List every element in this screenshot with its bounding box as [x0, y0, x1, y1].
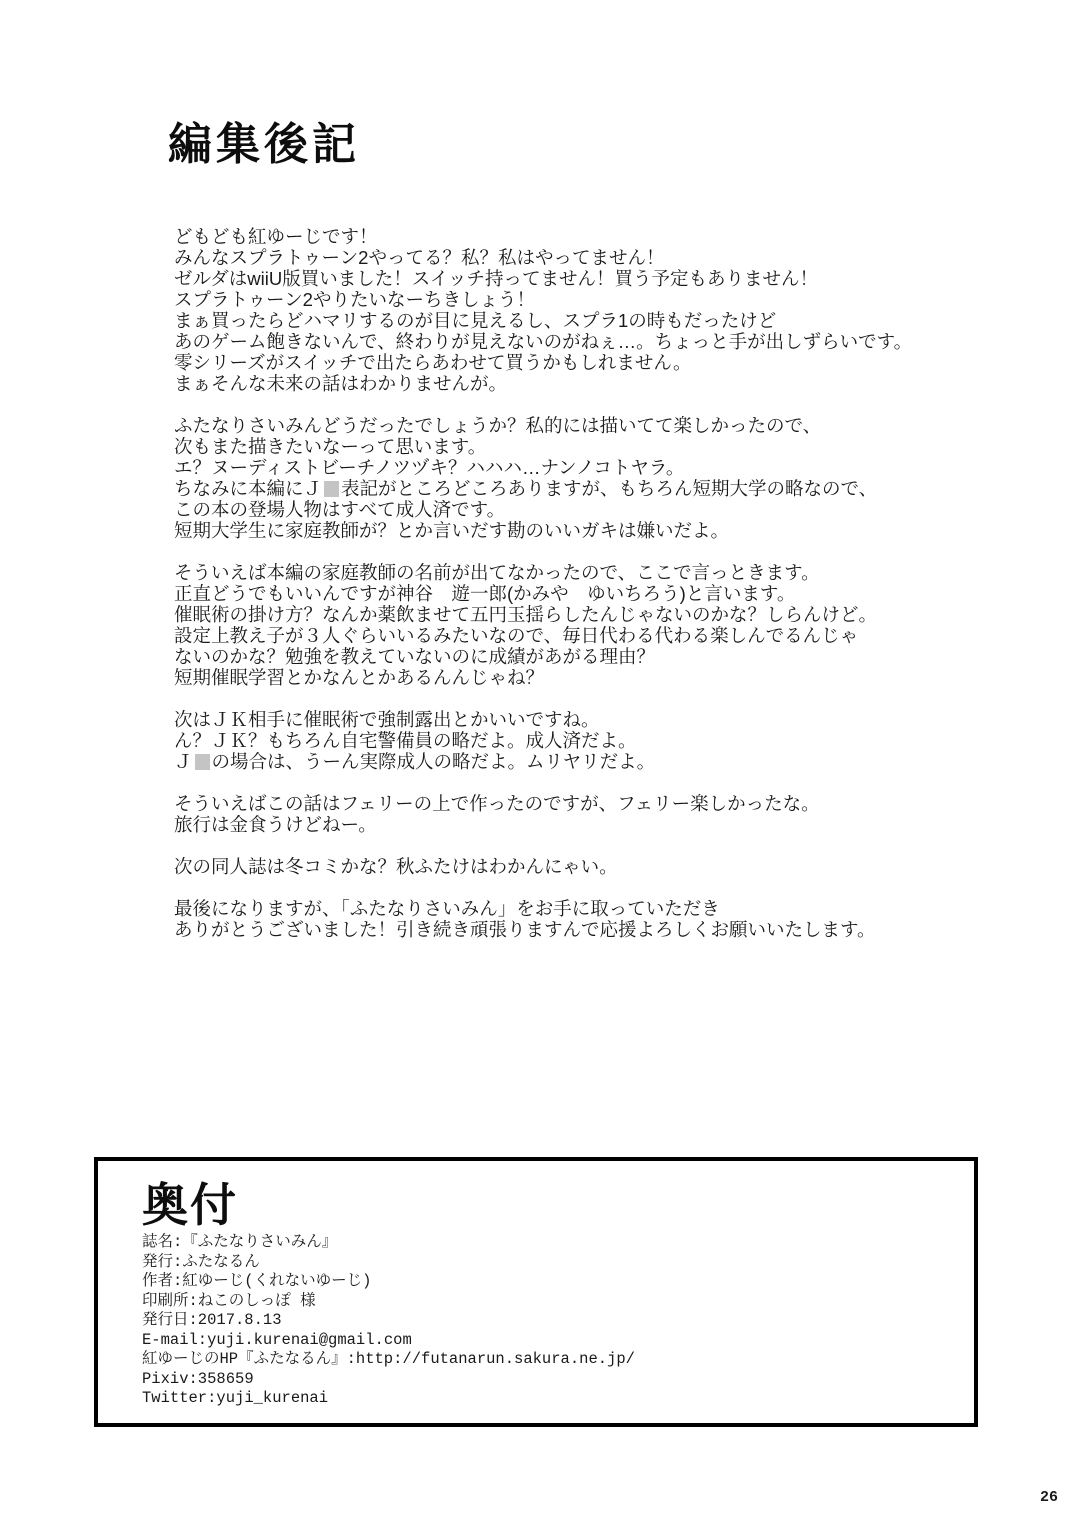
colophon-line: Pixiv:358659 [142, 1369, 254, 1388]
paragraph [174, 856, 1004, 877]
colophon-lines [142, 1233, 635, 1409]
text-line: 次の同人誌は冬コミかな？秋ふたけはわかんにゃい。 [174, 856, 618, 877]
text-segment: ちなみに本編にＪ [174, 478, 323, 499]
text-line: 催眠術の掛け方？なんか薬飲ませて五円玉揺らしたんじゃないのかな？しらんけど。 [174, 604, 878, 625]
text-line: ん？ＪＫ？もちろん自宅警備員の略だよ。成人済だよ。 [174, 730, 637, 751]
colophon-line: 発行:ふたなるん [142, 1252, 260, 1271]
colophon-line: Twitter:yuji_kurenai [142, 1389, 329, 1407]
colophon-line: 発行日:2017.8.13 [142, 1311, 282, 1329]
text-line: エ？ヌーディストビーチノツヅキ？ハハハ…ナンノコトヤラ。 [174, 457, 685, 478]
text-line: 正直どうでもいいんですが神谷 遊一郎(かみや ゆいちろう)と言います。 [174, 583, 796, 604]
text-line: みんなスプラトゥーン2やってる？私？私はやってません！ [174, 247, 665, 268]
text-line: あのゲーム飽きないんで、終わりが見えないのがねぇ…。ちょっと手が出しずらいです。 [174, 331, 913, 352]
text-line: そういえばこの話はフェリーの上で作ったのですが、フェリー楽しかったな。 [174, 793, 820, 814]
text-line: 次はＪＫ相手に催眠術で強制露出とかいいですね。 [174, 709, 600, 730]
text-line [174, 751, 1004, 772]
afterword-body [174, 226, 1004, 961]
text-line: 短期大学生に家庭教師が？とか言いだす勘のいいガキは嫌いだよ。 [174, 520, 730, 541]
text-line: 設定上教え子が３人ぐらいいるみたいなので、毎日代わる代わる楽しんでるんじゃ [174, 625, 859, 646]
colophon-line: 紅ゆーじのHP『ふたなるん』:http://futanarun.sakura.ne.jp/ [142, 1350, 635, 1368]
text-segment: の場合は、うーん実際成人の略だよ。ムリヤリだよ。 [211, 751, 656, 772]
paragraph [174, 415, 1004, 541]
text-line: ないのかな？勉強を教えていないのに成績があがる理由？ [174, 646, 656, 667]
paragraph [174, 562, 1004, 688]
text-line: まぁそんな未来の話はわかりませんが。 [174, 373, 508, 394]
text-line: まぁ買ったらどハマリするのが目に見えるし、スプラ1の時もだったけど [174, 310, 777, 331]
colophon-line: E-mail:yuji.kurenai@gmail.com [142, 1330, 412, 1349]
colophon-line: 印刷所:ねこのしっぽ 様 [142, 1291, 316, 1310]
text-line: スプラトゥーン2やりたいなーちきしょう！ [174, 289, 535, 310]
colophon-line: 作者:紅ゆーじ(くれないゆーじ) [142, 1272, 372, 1290]
paragraph [174, 898, 1004, 940]
page-title: 編集後記 [168, 120, 360, 169]
text-line: 最後になりますが、「ふたなりさいみん」をお手に取っていただき [174, 898, 720, 919]
censored-glyph [195, 754, 210, 770]
text-line: ゼルダはwiiU版買いました！スイッチ持ってません！買う予定もありません！ [174, 268, 818, 289]
censored-glyph [324, 481, 339, 497]
text-line: そういえば本編の家庭教師の名前が出てなかったので、ここで言っときます。 [174, 562, 820, 583]
text-segment: Ｊ [174, 751, 193, 772]
colophon-title: 奥付 [142, 1179, 238, 1231]
text-line: ありがとうございました！引き続き頑張りますんで応援よろしくお願いいたします。 [174, 919, 876, 940]
text-line: 次もまた描きたいなーって思います。 [174, 436, 487, 457]
text-line: 短期催眠学習とかなんとかあるんんじゃね？ [174, 667, 545, 688]
text-line: 旅行は金食うけどねー。 [174, 814, 377, 835]
page-number: 26 [1040, 1489, 1059, 1506]
paragraph [174, 226, 1004, 394]
text-line: この本の登場人物はすべて成人済です。 [174, 499, 506, 520]
text-line [174, 478, 1004, 499]
text-line: ふたなりさいみんどうだったでしょうか？私的には描いてて楽しかったので、 [174, 415, 822, 436]
paragraph [174, 709, 1004, 772]
text-line: どもども紅ゆーじです！ [174, 226, 378, 247]
text-segment: 表記がところどころありますが、もちろん短期大学の略なので、 [341, 478, 878, 499]
colophon-box [94, 1157, 978, 1427]
paragraph [174, 793, 1004, 835]
colophon-line: 誌名:『ふたなりさいみん』 [142, 1233, 338, 1251]
text-line: 零シリーズがスイッチで出たらあわせて買うかもしれません。 [174, 352, 692, 373]
